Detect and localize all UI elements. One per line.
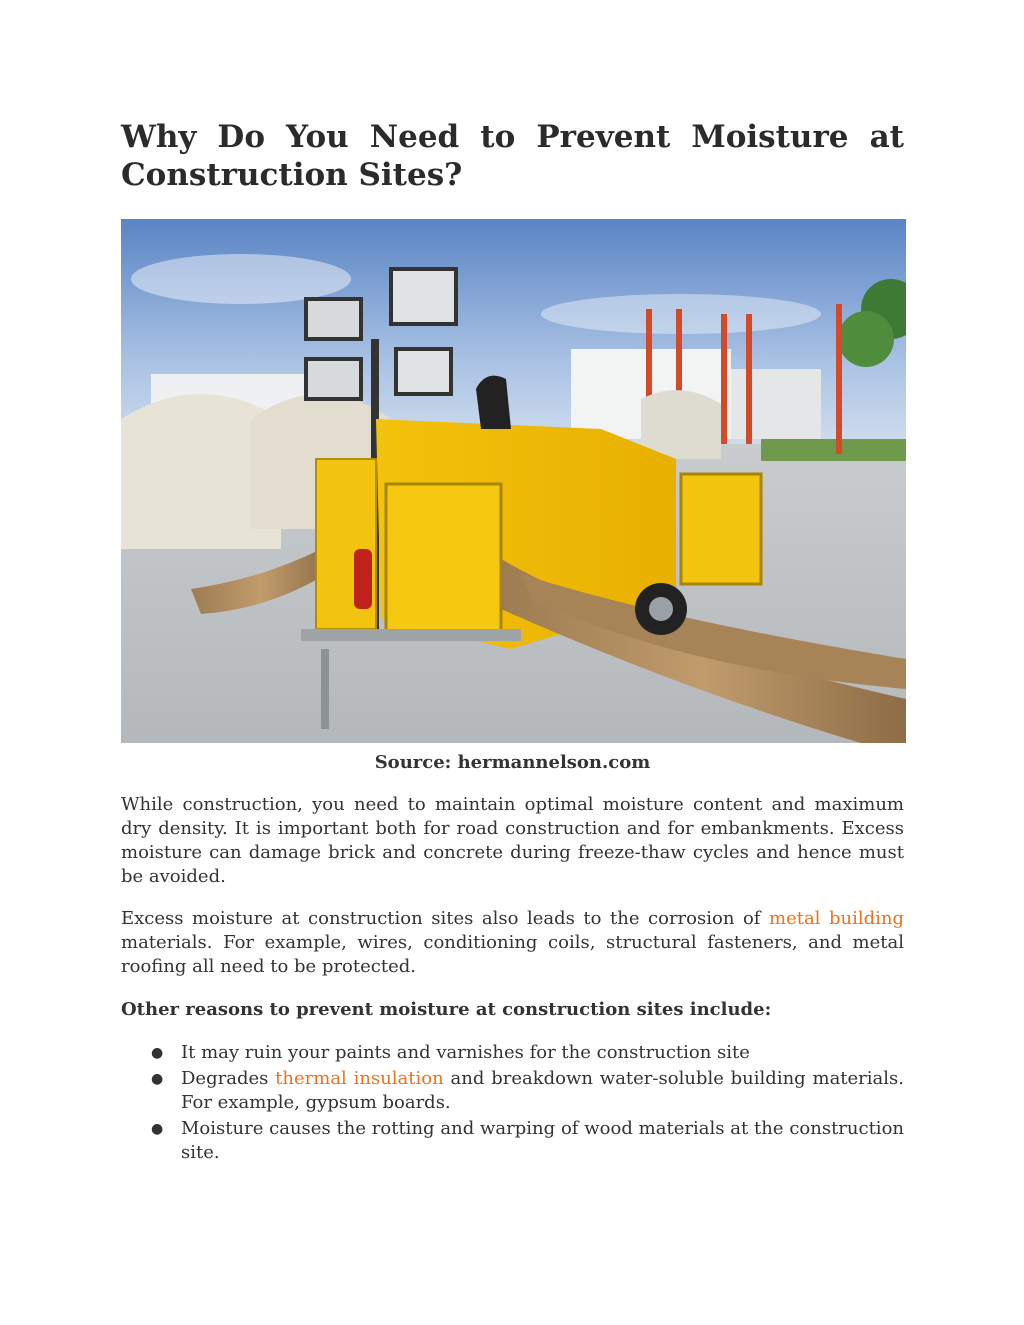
article-title: Why Do You Need to Prevent Moisture at Construction Sites? — [121, 119, 904, 193]
thermal-insulation-link[interactable]: thermal insulation — [275, 1068, 444, 1089]
paragraph-corrosion — [121, 907, 904, 979]
list-item-text: Moisture causes the rotting and warping of wood materials at the construction site. — [181, 1118, 904, 1163]
paragraph-corrosion-text-2: materials. For example, wires, conditioning coils, structural fasteners, and metal roofing all need to be protected. — [121, 932, 904, 977]
article-photo — [121, 219, 906, 743]
list-item — [121, 1117, 904, 1165]
list-item-text: Degrades — [181, 1068, 276, 1089]
bullet-icon: ● — [151, 1121, 164, 1137]
metal-building-link[interactable]: metal building — [769, 908, 904, 929]
reasons-list — [121, 1041, 904, 1167]
list-item-text: and breakdown water-soluble building materials. For example, gypsum boards. — [181, 1068, 904, 1113]
reasons-subheading: Other reasons to prevent moisture at construction sites include: — [121, 999, 772, 1020]
equipment-photo-illustration — [121, 219, 906, 743]
list-item-text: It may ruin your paints and varnishes for the construction site — [181, 1042, 750, 1063]
list-item — [121, 1067, 904, 1115]
bullet-icon: ● — [151, 1071, 164, 1087]
image-caption: Source: hermannelson.com — [374, 752, 651, 773]
paragraph-corrosion-text-1: Excess moisture at construction sites also leads to the corrosion of — [121, 908, 769, 929]
bullet-icon: ● — [151, 1045, 164, 1061]
list-item — [121, 1041, 904, 1065]
paragraph-moisture-content: While construction, you need to maintain optimal moisture content and maximum dry density. It is important both for road construction and for embankments. Excess moisture can damage brick and concrete during freeze-thaw cycles and hence must be avoided. — [121, 794, 904, 887]
